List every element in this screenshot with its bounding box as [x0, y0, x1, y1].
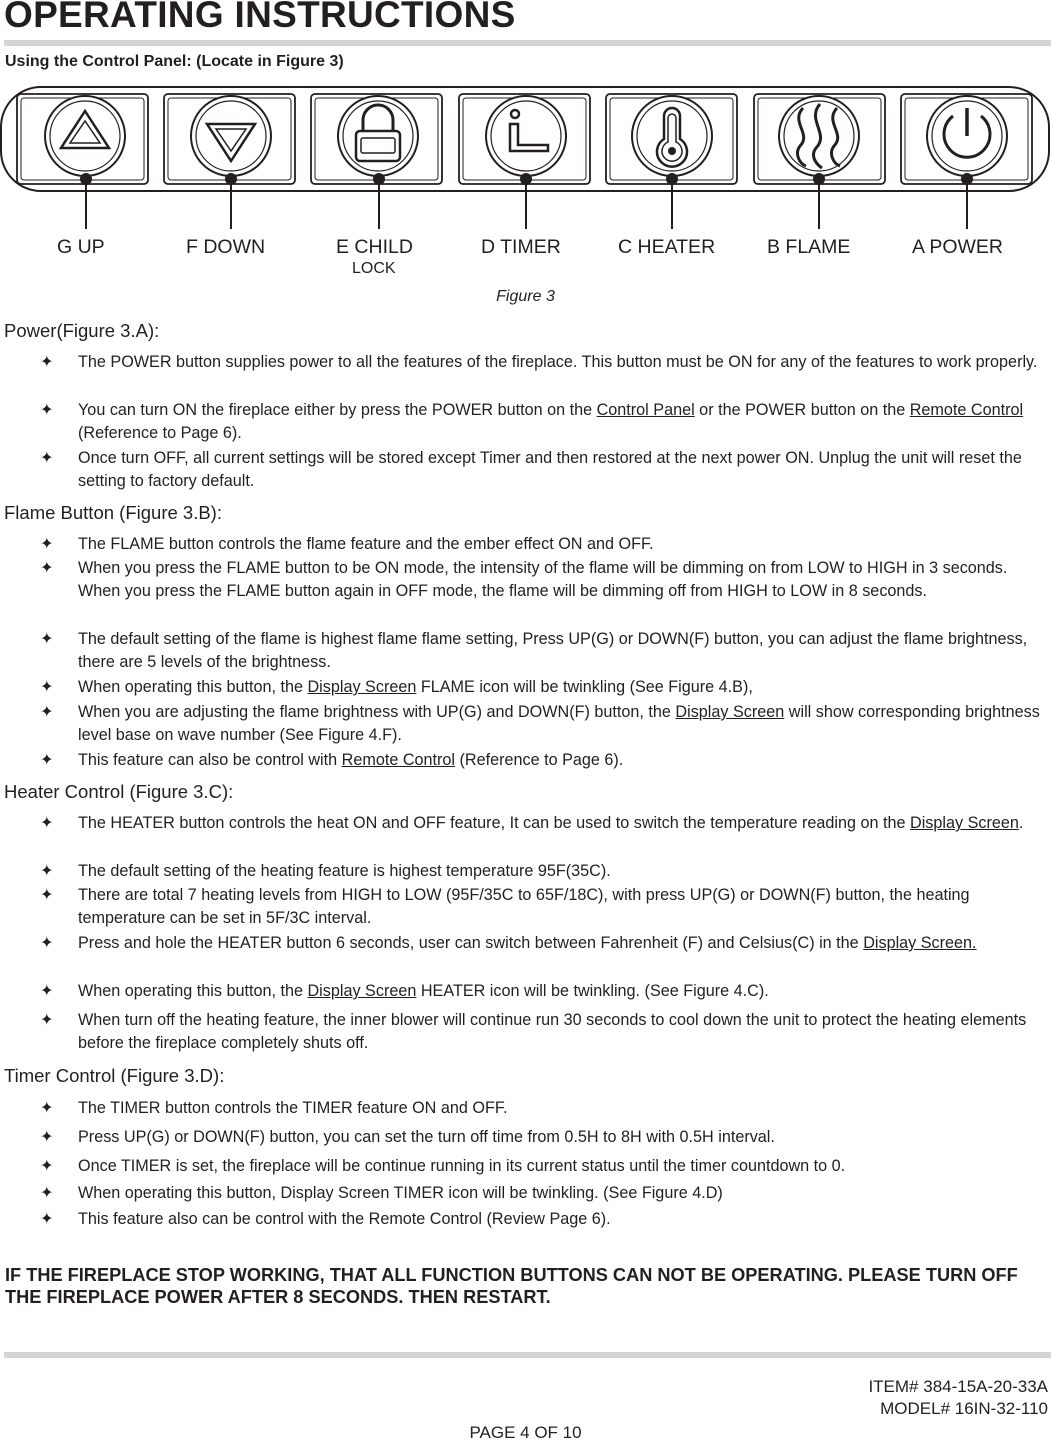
- label-timer: D TIMER: [481, 236, 561, 258]
- heater-heading: Heater Control (Figure 3.C):: [4, 781, 234, 802]
- remote-control-link: Remote Control: [909, 401, 1024, 419]
- bullet-star-icon: ✦: [40, 982, 54, 1000]
- list-item: ✦ The default setting of the flame is highest flame flame setting, Press UP(G) or DOWN(F) button, you can adjust the flame brightness, there are 5 levels of the brightness.: [40, 630, 1028, 671]
- list-item: ✦ This feature also can be control with the Remote Control (Review Page 6).: [40, 1208, 1051, 1231]
- display-screen-link: Display Screen.: [863, 934, 977, 952]
- list-item: ✦ You can turn ON the fireplace either by press the POWER button on the Control Panel or the POWER button on the Remote Control (Reference to Page 6).: [40, 401, 1024, 442]
- label-child: E CHILD: [336, 236, 413, 258]
- bullet-star-icon: ✦: [40, 559, 54, 577]
- list-item: ✦ The FLAME button controls the flame feature and the ember effect ON and OFF.: [40, 533, 1051, 556]
- list-item: ✦ When you are adjusting the flame brightness with UP(G) and DOWN(F) button, the Display Screen will show corresponding brightness level base on wave number (See Figure 4.F).: [40, 703, 1040, 744]
- label-lock: LOCK: [352, 260, 396, 277]
- panel-button-flame: [754, 94, 885, 184]
- list-item: ✦ This feature can also be control with Remote Control (Reference to Page 6).: [40, 749, 1051, 772]
- display-screen-link: Display Screen: [307, 678, 417, 696]
- list-item: ✦ When operating this button, the Display Screen FLAME icon will be twinkling (See Figure 4.B),: [40, 676, 1051, 699]
- section-subtitle: Using the Control Panel: (Locate in Figure 3): [5, 53, 344, 70]
- bullet-star-icon: ✦: [40, 1099, 54, 1117]
- list-item: ✦ When turn off the heating feature, the inner blower will continue run 30 seconds to cool down the unit to protect the heating elements before the fireplace completely shuts off.: [40, 1011, 1027, 1052]
- thermometer-icon: [632, 96, 712, 176]
- bullet-star-icon: ✦: [40, 751, 54, 769]
- bullet-star-icon: ✦: [40, 353, 54, 371]
- label-power: A POWER: [912, 236, 1004, 258]
- bullet-star-icon: ✦: [40, 535, 54, 553]
- bullet-star-icon: ✦: [40, 630, 54, 648]
- warning-text: IF THE FIREPLACE STOP WORKING, THAT ALL FUNCTION BUTTONS CAN NOT BE OPERATING. PLEASE TURN OFF THE FIREPLACE POWER AFTER 8 SECONDS. THEN RESTART.: [5, 1265, 1018, 1307]
- header-rule: [4, 40, 1051, 46]
- panel-button-child-lock: [311, 94, 442, 184]
- power-heading: Power(Figure 3.A):: [4, 320, 160, 341]
- list-item: ✦ The TIMER button controls the TIMER feature ON and OFF.: [40, 1097, 1051, 1120]
- power-icon: [927, 96, 1007, 176]
- panel-button-heater: [606, 94, 737, 184]
- bullet-star-icon: ✦: [40, 1157, 54, 1175]
- timer-icon: [486, 96, 566, 176]
- bullet-star-icon: ✦: [40, 814, 54, 832]
- timer-heading: Timer Control (Figure 3.D):: [4, 1065, 225, 1086]
- list-item: ✦ Once turn OFF, all current settings will be stored except Timer and then restored at the next power ON. Unplug the unit will reset the setting to factory default.: [40, 449, 1022, 490]
- bullet-star-icon: ✦: [40, 934, 54, 952]
- bullet-star-icon: ✦: [40, 678, 54, 696]
- control-panel-link: Control Panel: [596, 401, 695, 419]
- model-number: MODEL# 16IN-32-110: [880, 1399, 1048, 1418]
- list-item: ✦ Press and hole the HEATER button 6 seconds, user can switch between Fahrenheit (F) and Celsius(C) in the Display Screen.: [40, 932, 1051, 955]
- panel-button-power: [901, 94, 1032, 184]
- bullet-star-icon: ✦: [40, 1011, 54, 1029]
- bullet-star-icon: ✦: [40, 703, 54, 721]
- bullet-star-icon: ✦: [40, 1128, 54, 1146]
- label-heater: C HEATER: [618, 236, 716, 258]
- panel-button-timer: [459, 94, 590, 184]
- up-arrow-icon: [45, 96, 125, 176]
- list-item: ✦ There are total 7 heating levels from HIGH to LOW (95F/35C to 65F/18C), with press UP(G) or DOWN(F) button, the heating temperature can be set in 5F/3C interval.: [40, 886, 970, 927]
- display-screen-link: Display Screen: [307, 982, 417, 1000]
- label-up: G UP: [57, 236, 105, 258]
- remote-control-link: Remote Control: [341, 751, 456, 769]
- flame-icon: [779, 96, 859, 176]
- page-title: OPERATING INSTRUCTIONS: [4, 0, 516, 35]
- footer-rule: [4, 1352, 1051, 1358]
- list-item: ✦ The POWER button supplies power to all the features of the fireplace. This button must be ON for any of the features to work properly.: [40, 351, 1051, 374]
- list-item: ✦ When operating this button, Display Screen TIMER icon will be twinkling. (See Figure 4.D): [40, 1182, 1051, 1205]
- bullet-star-icon: ✦: [40, 449, 54, 467]
- down-arrow-icon: [191, 96, 271, 176]
- figure-caption: Figure 3: [496, 288, 555, 305]
- bullet-star-icon: ✦: [40, 862, 54, 880]
- list-item: ✦ When you press the FLAME button to be ON mode, the intensity of the flame will be dimming on from LOW to HIGH in 3 seconds. When you press the FLAME button again in OFF mode, the flame will be dimming off from HIGH to LOW in 8 seconds.: [40, 559, 1008, 600]
- bullet-star-icon: ✦: [40, 1210, 54, 1228]
- display-screen-link: Display Screen: [910, 814, 1019, 832]
- list-item: ✦ The HEATER button controls the heat ON and OFF feature, It can be used to switch the temperature reading on the Display Screen.: [40, 812, 1051, 835]
- flame-heading: Flame Button (Figure 3.B):: [4, 502, 222, 523]
- bullet-star-icon: ✦: [40, 886, 54, 904]
- bullet-star-icon: ✦: [40, 1184, 54, 1202]
- label-down: F DOWN: [186, 236, 266, 258]
- lock-icon: [338, 96, 418, 176]
- panel-button-up: [17, 94, 148, 184]
- display-screen-link: Display Screen: [675, 703, 785, 721]
- page-number: PAGE 4 OF 10: [469, 1423, 582, 1442]
- list-item: ✦ When operating this button, the Display Screen HEATER icon will be twinkling. (See Figure 4.C).: [40, 980, 1051, 1003]
- list-item: ✦ The default setting of the heating feature is highest temperature 95F(35C).: [40, 860, 1051, 883]
- item-number: ITEM# 384-15A-20-33A: [868, 1377, 1048, 1396]
- panel-button-down: [164, 94, 295, 184]
- bullet-star-icon: ✦: [40, 401, 54, 419]
- list-item: ✦ Press UP(G) or DOWN(F) button, you can set the turn off time from 0.5H to 8H with 0.5H interval.: [40, 1126, 1051, 1149]
- list-item: ✦ Once TIMER is set, the fireplace will be continue running in its current status until the timer countdown to 0.: [40, 1155, 1051, 1178]
- label-flame: B FLAME: [767, 236, 851, 258]
